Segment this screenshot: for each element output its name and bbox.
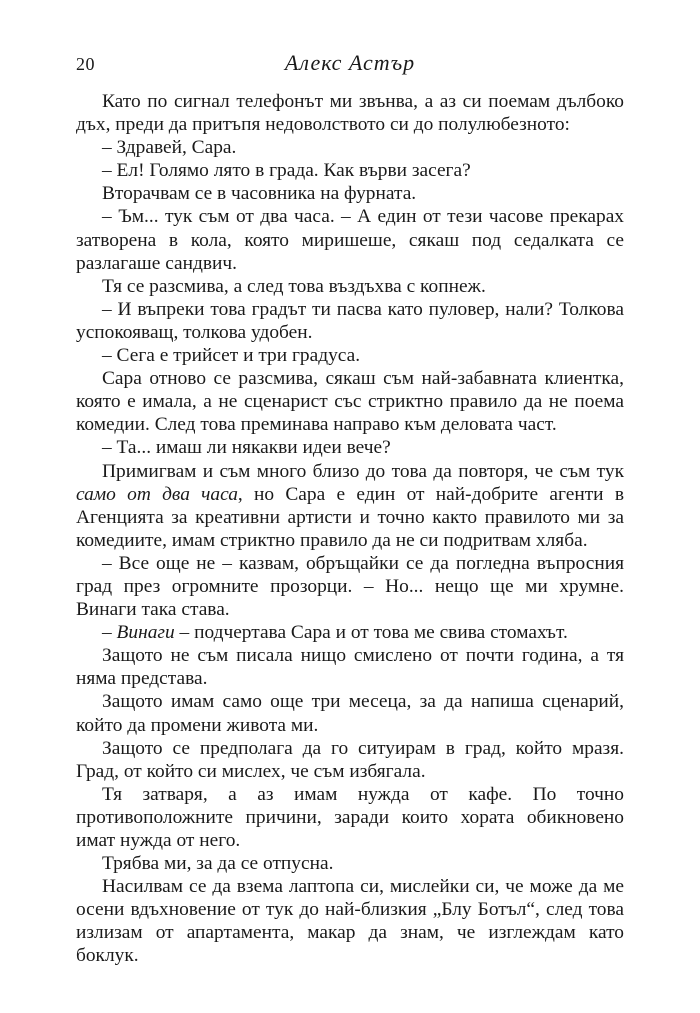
paragraph: Защото се предполага да го ситуирам в град, който мразя. Град, от който си мислех, че съм избягала.: [76, 737, 624, 782]
paragraph-text: –: [102, 622, 117, 644]
page-header: [76, 50, 624, 80]
paragraph-text: Примигвам и съм много близо до това да повторя, че съм тук: [102, 460, 624, 482]
paragraph: Сара отново се разсмива, сякаш съм най-забавната клиентка, която е имала, а не сценарист със стриктно правило да не поема комедии. След това преминава направо към деловата част.: [76, 368, 624, 436]
paragraph: Вторачвам се в часовника на фурната.: [102, 183, 417, 205]
paragraph: Защото не съм писала нищо смислено от почти година, а тя няма представа.: [76, 645, 624, 690]
paragraph: – Все още не – казвам, обръщайки се да погледна въпросния град през огромните прозорци. – Но... нещо ще ми хрумне. Винаги така става.: [76, 552, 624, 621]
paragraph: Насилвам се да взема лаптопа си, мислейки си, че може да ме осени вдъхновение от тук до най-близкия „Блу Ботъл“, след това излизам от апартамента, макар да знам, че изглеждам като боклук.: [76, 876, 624, 967]
paragraph: [76, 460, 624, 552]
paragraph: – Ъм... тук съм от два часа. – А един от тези часове прекарах затворена в кола, която миришеше, сякаш под седалката се разлагаше сандвич.: [76, 206, 624, 274]
body-text: [76, 90, 624, 968]
page-number: 20: [76, 54, 95, 74]
running-title: Алекс Астър: [284, 50, 416, 75]
paragraph: [76, 621, 624, 644]
paragraph: Тя затваря, а аз имам нужда от кафе. По точно противоположните причини, заради които хората обикновено имат нужда от него.: [76, 783, 624, 851]
paragraph: – Сега е трийсет и три градуса.: [102, 345, 361, 367]
paragraph: – Та... имаш ли някакви идеи вече?: [102, 437, 391, 459]
paragraph: – Ел! Голямо лято в града. Как върви засега?: [102, 160, 471, 182]
paragraph: Като по сигнал телефонът ми звънва, а аз си поемам дълбоко дъх, преди да притъпя недоволството си до полулюбезното:: [76, 91, 624, 136]
paragraph: Тя се разсмива, а след това въздъхва с копнеж.: [102, 275, 486, 297]
paragraph: – Здравей, Сара.: [102, 137, 237, 159]
paragraph-text: – подчертава Сара и от това ме свива стомахът.: [174, 622, 568, 644]
paragraph: Трябва ми, за да се отпусна.: [102, 853, 334, 875]
paragraph: Защото имам само още три месеца, за да напиша сценарий, който да промени живота ми.: [76, 691, 624, 736]
italic-emphasis: само от два часа: [76, 483, 238, 505]
paragraph: – И въпреки това градът ти пасва като пуловер, нали? Толкова успокояващ, толкова удобен.: [76, 298, 624, 343]
paragraph-text: , но Сара е един от най-добрите агенти в Агенцията за креативни артисти и точно както правилото ми за комедиите, имам стриктно правило да не си подритвам хляба.: [76, 483, 624, 551]
italic-emphasis: Винаги: [116, 622, 175, 644]
